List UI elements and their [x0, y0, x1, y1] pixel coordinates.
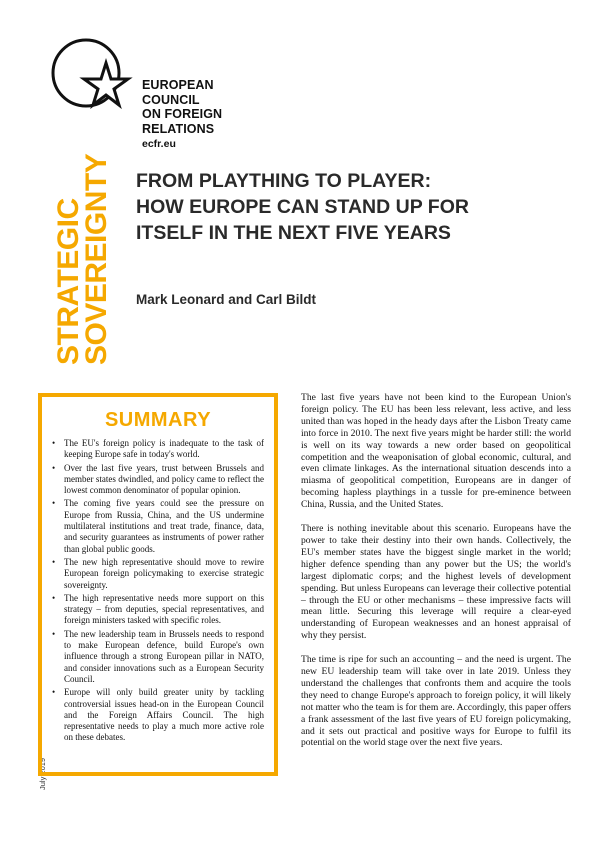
org-name: [142, 78, 222, 136]
summary-item-text: The new high representative should move to rewire European foreign policymaking to exercise strategic sovereignty.: [64, 556, 264, 590]
org-url[interactable]: ecfr.eu: [142, 138, 176, 150]
summary-title: SUMMARY: [104, 409, 212, 431]
summary-item: [52, 629, 264, 685]
org-name-line: RELATIONS: [142, 121, 215, 136]
summary-item-text: The coming five years could see the pressure on Europe from Russia, China, and the US undermine multilateral institutions and treat trade, finance, data, and security guarantees as instruments of power rather than global public goods.: [64, 498, 264, 554]
summary-item-text: Europe will only build greater unity by tackling controversial issues head-on in the European Council and the Foreign Affairs Council. The high representative needs to play a much more active role on these debates.: [64, 687, 264, 743]
summary-item: [52, 557, 264, 591]
summary-item-text: The EU's foreign policy is inadequate to the task of keeping Europe safe in today's world.: [64, 438, 264, 460]
ecfr-logo: [48, 35, 138, 125]
summary-item-text: The new leadership team in Brussels needs to respond to make European defence, build Europe's own influence through a strong European pillar in NATO, and consider innovations such as a European Security Council.: [64, 628, 264, 684]
series-label: [52, 153, 113, 365]
bullet-icon: •: [52, 687, 56, 698]
org-name-line: ON FOREIGN: [142, 107, 223, 121]
org-name-line: EUROPEAN: [142, 78, 214, 92]
summary-item: [52, 438, 264, 461]
bullet-icon: •: [52, 462, 56, 473]
summary-item: [52, 687, 264, 743]
body-text: [301, 392, 571, 761]
page-title: [136, 168, 556, 246]
bullet-icon: •: [52, 556, 56, 567]
bullet-icon: •: [52, 592, 56, 603]
body-paragraph: The time is ripe for such an accounting – and the need is urgent. The new EU leadership team will take over in late 2019. Unless they understand the challenges that confronts them and acquire the tools they need to change Europe's approach to foreign policy, it will likely not matter who the team is for them are. Accordingly, this paper offers a frank assessment of the last five years of EU foreign policymaking, and it sets out practical and positive ways for Europe to fulfil its potential on the world stage over the next five years.: [301, 654, 571, 749]
summary-item-text: Over the last five years, trust between Brussels and member states dwindled, and policy came to reflect the lowest common denominator of popular opinion.: [64, 462, 264, 496]
bullet-icon: •: [52, 628, 56, 639]
title-line: HOW EUROPE CAN STAND UP FOR: [136, 196, 469, 218]
body-paragraph: The last five years have not been kind to the European Union's foreign policy. The EU has been less relevant, less active, and less united than was hoped in the heady days after the Lisbon Treaty came into force in 2010. The next five years might be harder still: the world is well on its way towards a new order based on geopolitical competition and the weaponisation of global economic, cultural, and even climate linkages. As the international situation descends into a miasma of geopolitical competition, Europeans are in danger of becoming hapless playthings in a tussle for pre-eminence between China, Russia, and the United States.: [301, 392, 571, 511]
title-line: FROM PLAYTHING TO PLAYER:: [136, 170, 432, 192]
title-line: ITSELF IN THE NEXT FIVE YEARS: [136, 222, 451, 244]
bullet-icon: •: [52, 438, 56, 448]
summary-item: [52, 593, 264, 627]
summary-item-text: The high representative needs more support on this strategy – from deputies, special representatives, and foreign ministers tasked with specific roles.: [64, 592, 264, 626]
summary-item: [52, 498, 264, 554]
publication-date: July 2019: [38, 757, 47, 790]
summary-box: [38, 393, 278, 776]
summary-item: [52, 463, 264, 497]
body-paragraph: There is nothing inevitable about this scenario. Europeans have the power to take their destiny into their own hands. Collectively, the EU's member states have the biggest single market in the world; higher defence spending than any power but the US; the world's largest diplomatic corps; and the highest levels of development spending. But unless Europeans can leverage their collective potential – through the EU or other mechanisms – these impressive facts will mean little. Securing this leverage will require a clear-eyed understanding of European weaknesses and an honest appraisal of why they persist.: [301, 523, 571, 642]
authors: Mark Leonard and Carl Bildt: [136, 292, 317, 307]
series-line: SOVEREIGNTY: [80, 153, 113, 365]
summary-list: [52, 438, 264, 744]
series-line: STRATEGIC: [52, 198, 85, 365]
org-name-line: COUNCIL: [142, 92, 200, 107]
bullet-icon: •: [52, 498, 56, 509]
